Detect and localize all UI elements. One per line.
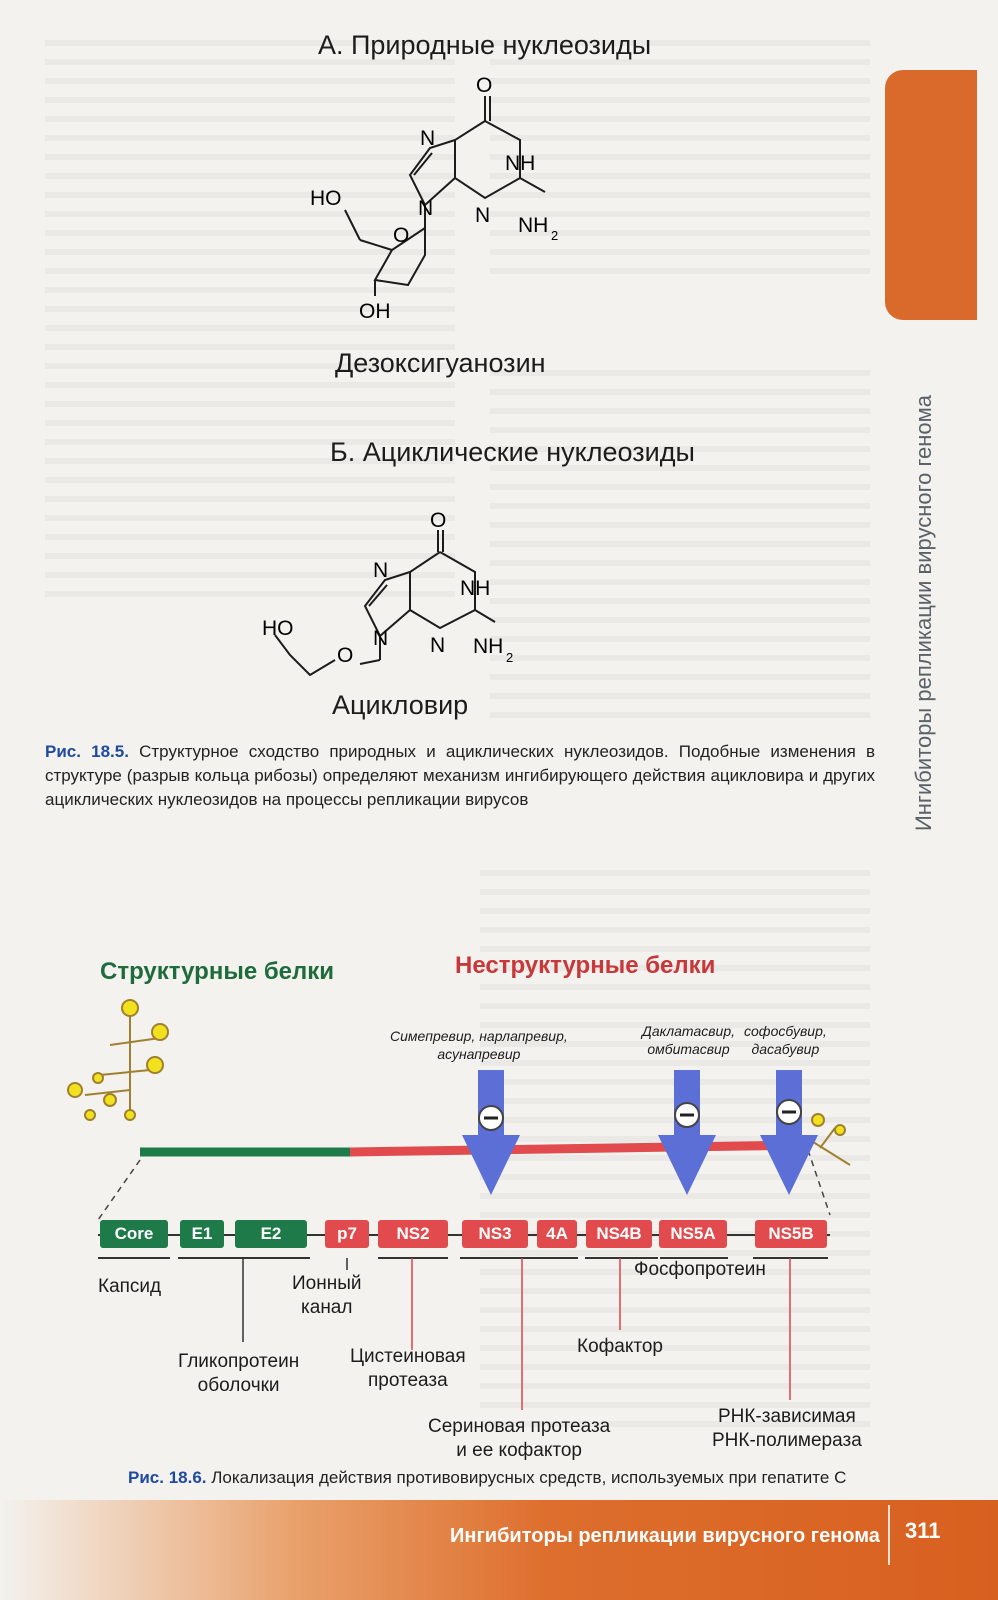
vertical-running-title: Ингибиторы репликации вирусного генома — [911, 394, 936, 832]
atom-o-ether-b: O — [337, 644, 354, 667]
virion-left-icon — [68, 1000, 168, 1120]
segment-ns2: NS2 — [378, 1220, 448, 1248]
fig5-title-b: Б. Ациклические нуклеозиды — [330, 437, 695, 467]
fig5-compound-a: Дезоксигуанозин — [335, 348, 546, 378]
segment-ns5b: NS5B — [755, 1220, 827, 1248]
atom-o-ring-a: O — [393, 224, 410, 247]
atom-n-b2: N — [373, 627, 389, 650]
atom-n-a1: N — [420, 127, 436, 150]
segment-core: Core — [100, 1220, 168, 1248]
inhibitor-arrow-ns3 — [462, 1070, 520, 1195]
atom-n-b1: N — [373, 559, 389, 582]
inhibitor-arrow-ns5a — [658, 1070, 716, 1195]
atom-n-a2: N — [418, 197, 434, 220]
atom-nh-b: NH — [460, 577, 491, 600]
atom-oh-a: OH — [359, 300, 391, 323]
fig5-caption-label: Рис. 18.5. — [45, 742, 129, 761]
segment-ns5a: NS5A — [659, 1220, 727, 1248]
label-capsid: Капсид — [98, 1276, 162, 1297]
atom-ho-b: HO — [262, 617, 294, 640]
fig6-caption — [128, 1466, 888, 1490]
virion-right-icon — [810, 1114, 850, 1165]
label-rdrp: РНК-зависимая РНК-полимераза — [712, 1406, 862, 1451]
segment-4a: 4A — [537, 1220, 577, 1248]
segment-ns4b: NS4B — [586, 1220, 652, 1248]
footer-divider — [888, 1505, 890, 1565]
atom-n-a3: N — [475, 204, 491, 227]
atom-n-b3: N — [430, 634, 446, 657]
page-footer — [0, 1500, 998, 1600]
footer-running-title: Ингибиторы репликации вирусного генома — [450, 1525, 880, 1547]
drugs-ns3: Симепревир, нарлапревир, асунапревир — [390, 1028, 568, 1062]
segment-e2: E2 — [235, 1220, 307, 1248]
label-serine-protease: Сериновая протеаза и ее кофактор — [428, 1416, 611, 1461]
atom-o-carbonyl-b: O — [430, 509, 447, 532]
atom-nh2-a: NH — [518, 214, 549, 237]
atom-ho-a: HO — [310, 187, 342, 210]
segment-e1: E1 — [180, 1220, 224, 1248]
label-cysteine-protease: Цистеиновая протеаза — [350, 1346, 466, 1391]
heading-structural-proteins: Структурные белки — [100, 958, 335, 985]
atom-nh2-b: NH — [473, 635, 504, 658]
page-number: 311 — [905, 1518, 941, 1543]
atom-sub2-a: 2 — [551, 228, 559, 243]
fig6-caption-text: Локализация действия противовирусных средств, используемых при гепатите С — [206, 1468, 847, 1487]
fig5-compound-b: Ацикловир — [332, 690, 469, 720]
heading-nonstructural-proteins: Неструктурные белки — [455, 952, 716, 979]
inhibitor-arrow-ns5b — [760, 1070, 818, 1195]
fig5-caption-text: Структурное сходство природных и ациклических нуклеозидов. Подобные изменения в структуре (разрыв кольца рибозы) определяют механизм ингибирующего действия ацикловира и других ациклических нуклеозидов на процессы репликации вирусов — [45, 742, 875, 809]
label-glycoprotein: Гликопротеин оболочки — [178, 1351, 300, 1396]
atom-o-carbonyl-a: O — [476, 74, 493, 97]
label-ion-channel: Ионный канал — [292, 1273, 362, 1318]
segment-p7: p7 — [325, 1220, 369, 1248]
label-phosphoprotein: Фосфопротеин — [634, 1259, 766, 1280]
fig5-title-a: А. Природные нуклеозиды — [318, 30, 652, 60]
label-cofactor: Кофактор — [577, 1336, 663, 1357]
atom-sub2-b: 2 — [506, 650, 514, 665]
segment-ns3: NS3 — [462, 1220, 528, 1248]
genome-bar-nonstructural — [350, 1145, 808, 1152]
atom-nh-a: NH — [505, 152, 536, 175]
fig6-caption-label: Рис. 18.6. — [128, 1468, 207, 1487]
drugs-ns5a: Даклатасвир, омбитасвир — [642, 1023, 735, 1057]
drugs-ns5b: софосбувир, дасабувир — [744, 1023, 827, 1057]
